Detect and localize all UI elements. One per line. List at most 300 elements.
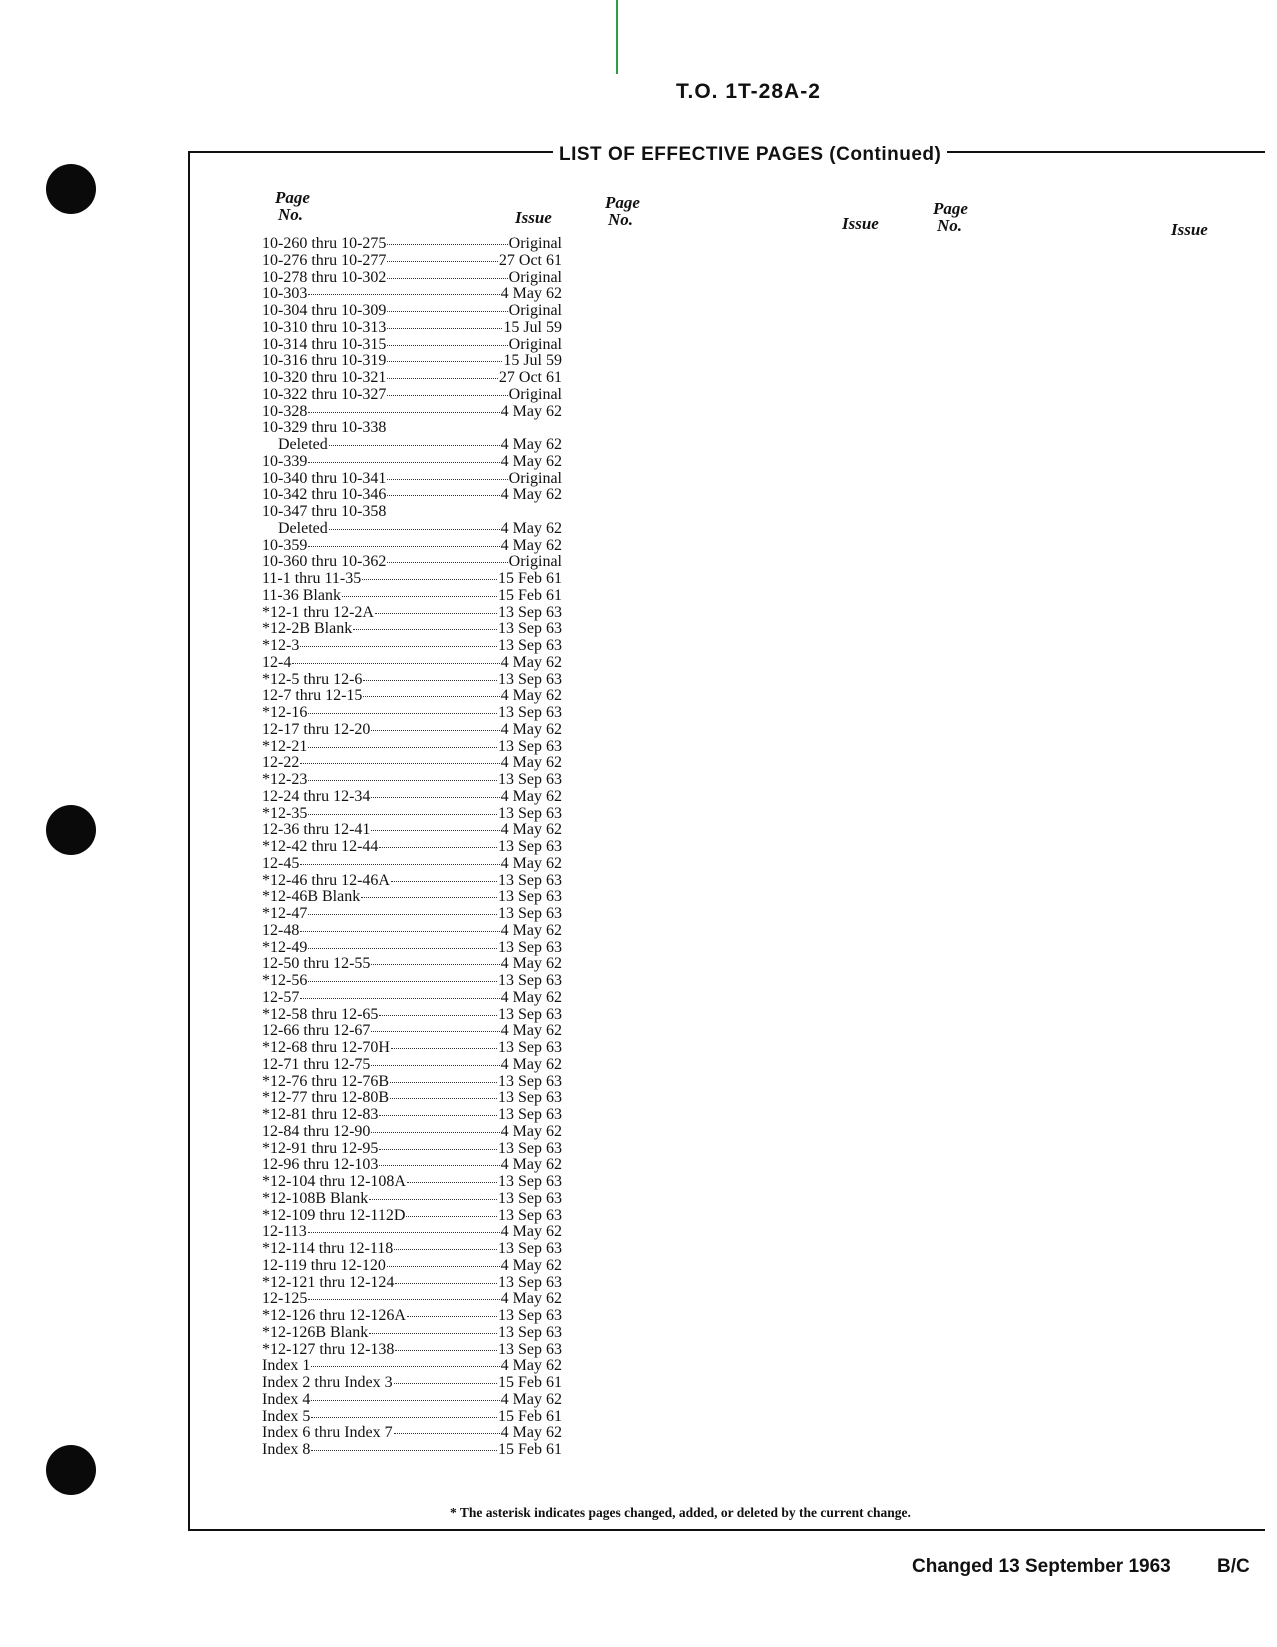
issue-cell: 4 May 62 bbox=[500, 519, 562, 537]
issue-cell: 13 Sep 63 bbox=[498, 938, 562, 956]
dot-leader bbox=[308, 948, 497, 949]
page-number-cell: Index 1 bbox=[262, 1357, 311, 1375]
page-number-cell: 10-347 thru 10-358 bbox=[262, 503, 387, 520]
dot-leader bbox=[375, 613, 497, 614]
page-number-cell: 12-71 thru 12-75 bbox=[262, 1055, 371, 1073]
issue-cell: 4 May 62 bbox=[500, 1424, 562, 1442]
page-number-cell: Index 4 bbox=[262, 1390, 311, 1408]
table-row bbox=[262, 873, 562, 890]
dot-leader bbox=[387, 1266, 500, 1267]
page-number-cell: Deleted bbox=[278, 519, 328, 537]
dot-leader bbox=[379, 1149, 497, 1150]
issue-cell: 4 May 62 bbox=[500, 436, 562, 453]
binder-hole-middle bbox=[46, 805, 96, 855]
dot-leader bbox=[300, 931, 499, 932]
dot-leader bbox=[311, 1400, 499, 1401]
dot-leader bbox=[361, 897, 497, 898]
page-number-cell: 12-48 bbox=[262, 921, 300, 939]
issue-cell: 4 May 62 bbox=[500, 536, 562, 554]
table-row bbox=[262, 286, 562, 303]
page-number-cell: *12-3 bbox=[262, 637, 300, 654]
table-row bbox=[262, 1007, 562, 1024]
issue-cell: 4 May 62 bbox=[500, 821, 562, 839]
issue-cell: 13 Sep 63 bbox=[498, 620, 562, 638]
dot-leader bbox=[387, 261, 497, 262]
page-number-cell: *12-42 thru 12-44 bbox=[262, 838, 379, 855]
page-number-cell: Deleted bbox=[278, 436, 328, 453]
dot-leader bbox=[387, 328, 502, 329]
dot-leader bbox=[407, 1316, 497, 1317]
dot-leader bbox=[329, 529, 500, 530]
dot-leader bbox=[311, 1417, 497, 1418]
page-number-cell: 10-304 thru 10-309 bbox=[262, 302, 387, 319]
issue-cell: 13 Sep 63 bbox=[498, 637, 562, 654]
table-row bbox=[262, 806, 562, 823]
col1-page-label: Page bbox=[275, 188, 310, 207]
issue-cell: 4 May 62 bbox=[500, 402, 562, 420]
asterisk-footnote: * The asterisk indicates pages changed, added, or deleted by the current change. bbox=[450, 1505, 911, 1520]
page-number-cell: *12-23 bbox=[262, 771, 308, 788]
page-number-cell: 12-17 thru 12-20 bbox=[262, 720, 371, 738]
table-row bbox=[262, 923, 562, 940]
page-number-cell: 10-314 thru 10-315 bbox=[262, 335, 387, 353]
issue-cell: Original bbox=[508, 553, 562, 571]
issue-cell: Original bbox=[508, 469, 562, 487]
page-number-cell: 12-50 thru 12-55 bbox=[262, 955, 371, 973]
dot-leader bbox=[371, 797, 499, 798]
dot-leader bbox=[300, 763, 499, 764]
issue-cell: 4 May 62 bbox=[500, 921, 562, 939]
table-row bbox=[262, 1107, 562, 1124]
table-row bbox=[262, 956, 562, 973]
page-number: B/C bbox=[1217, 1556, 1250, 1577]
issue-cell: 13 Sep 63 bbox=[498, 771, 562, 788]
page-number-cell: 12-22 bbox=[262, 754, 300, 772]
page-number-cell: 10-339 bbox=[262, 452, 308, 470]
issue-cell: 4 May 62 bbox=[500, 1256, 562, 1274]
dot-leader bbox=[342, 596, 497, 597]
table-row bbox=[262, 303, 562, 320]
dot-leader bbox=[369, 1199, 497, 1200]
dot-leader bbox=[292, 663, 499, 664]
dot-leader bbox=[308, 462, 499, 463]
table-row bbox=[262, 1090, 562, 1107]
table-row bbox=[262, 270, 562, 287]
table-row bbox=[262, 638, 562, 655]
dot-leader bbox=[394, 1383, 497, 1384]
issue-cell: 15 Jul 59 bbox=[503, 352, 562, 370]
table-row bbox=[262, 1224, 562, 1241]
dot-leader bbox=[390, 1098, 497, 1099]
dot-leader bbox=[308, 1299, 499, 1300]
page-number-cell: 10-322 thru 10-327 bbox=[262, 385, 387, 403]
dot-leader bbox=[353, 629, 497, 630]
issue-cell: 4 May 62 bbox=[500, 787, 562, 805]
page-number-cell: *12-35 bbox=[262, 804, 308, 822]
issue-cell: 13 Sep 63 bbox=[498, 1139, 562, 1157]
table-row bbox=[262, 839, 562, 856]
table-row bbox=[262, 973, 562, 990]
col1-issue-label: Issue bbox=[515, 208, 552, 227]
page-number-cell: 10-360 thru 10-362 bbox=[262, 553, 387, 571]
page-number-cell: Index 8 bbox=[262, 1441, 311, 1458]
table-row bbox=[262, 1342, 562, 1359]
table-row bbox=[262, 370, 562, 387]
page-number-cell: *12-126 thru 12-126A bbox=[262, 1307, 406, 1324]
table-row bbox=[262, 1241, 562, 1258]
dot-leader bbox=[395, 1283, 497, 1284]
page-number-cell: 12-84 thru 12-90 bbox=[262, 1122, 371, 1140]
table-row bbox=[262, 1023, 562, 1040]
table-row bbox=[262, 688, 562, 705]
dot-leader bbox=[371, 1031, 499, 1032]
issue-cell: 13 Sep 63 bbox=[498, 1323, 562, 1341]
issue-cell: 13 Sep 63 bbox=[498, 1005, 562, 1023]
page-number-cell: *12-1 thru 12-2A bbox=[262, 603, 374, 621]
table-row bbox=[262, 1275, 562, 1292]
dot-leader bbox=[308, 412, 499, 413]
change-date: Changed 13 September 1963 bbox=[912, 1556, 1171, 1577]
issue-cell: 13 Sep 63 bbox=[498, 1039, 562, 1056]
dot-leader bbox=[395, 1350, 497, 1351]
table-row bbox=[262, 755, 562, 772]
col2-page-label: Page bbox=[605, 193, 640, 212]
page-number-cell: Index 2 thru Index 3 bbox=[262, 1374, 393, 1391]
table-row bbox=[262, 789, 562, 806]
table-row bbox=[262, 990, 562, 1007]
issue-cell: 13 Sep 63 bbox=[498, 1089, 562, 1107]
page-number-cell: *12-5 thru 12-6 bbox=[262, 670, 363, 688]
issue-cell: Original bbox=[508, 268, 562, 286]
table-row bbox=[262, 320, 562, 337]
dot-leader bbox=[308, 546, 499, 547]
issue-cell: 27 Oct 61 bbox=[498, 369, 562, 386]
dot-leader bbox=[308, 294, 499, 295]
col1-no-label: No. bbox=[278, 205, 304, 224]
table-row bbox=[262, 1208, 562, 1225]
dot-leader bbox=[379, 847, 497, 848]
page-number-cell: 12-125 bbox=[262, 1290, 308, 1308]
issue-cell: 13 Sep 63 bbox=[498, 1240, 562, 1257]
table-row bbox=[262, 554, 562, 571]
page-number-cell: *12-108B Blank bbox=[262, 1189, 369, 1207]
table-row bbox=[262, 889, 562, 906]
issue-cell: 13 Sep 63 bbox=[498, 737, 562, 755]
issue-cell: 15 Feb 61 bbox=[498, 1374, 562, 1391]
dot-leader bbox=[391, 1048, 497, 1049]
page-number-cell: 12-45 bbox=[262, 854, 300, 872]
table-row bbox=[262, 1141, 562, 1158]
table-row bbox=[262, 1442, 562, 1459]
page-number-cell: *12-68 thru 12-70H bbox=[262, 1039, 390, 1056]
issue-cell: 13 Sep 63 bbox=[498, 603, 562, 621]
table-row bbox=[262, 471, 562, 488]
issue-cell: 13 Sep 63 bbox=[498, 1106, 562, 1123]
issue-cell: 15 Feb 61 bbox=[498, 1441, 562, 1458]
issue-cell: 15 Feb 61 bbox=[498, 1407, 562, 1425]
issue-cell: 13 Sep 63 bbox=[498, 1072, 562, 1090]
issue-cell: 4 May 62 bbox=[500, 486, 562, 504]
issue-cell: 4 May 62 bbox=[500, 720, 562, 738]
dot-leader bbox=[379, 1165, 499, 1166]
dot-leader bbox=[379, 1015, 497, 1016]
table-row bbox=[262, 236, 562, 253]
dot-leader bbox=[387, 244, 507, 245]
page-number-cell: 12-7 thru 12-15 bbox=[262, 687, 363, 705]
dot-leader bbox=[308, 914, 497, 915]
issue-cell: 13 Sep 63 bbox=[498, 1173, 562, 1190]
page-number-cell: *12-109 thru 12-112D bbox=[262, 1206, 406, 1224]
page-number-cell: 11-1 thru 11-35 bbox=[262, 570, 362, 587]
table-row bbox=[262, 672, 562, 689]
issue-cell: 4 May 62 bbox=[500, 687, 562, 705]
issue-cell: 13 Sep 63 bbox=[498, 972, 562, 989]
page-number-cell: 10-276 thru 10-277 bbox=[262, 251, 387, 269]
table-row bbox=[262, 1308, 562, 1325]
issue-cell: 4 May 62 bbox=[500, 1390, 562, 1408]
page-number-cell: *12-104 thru 12-108A bbox=[262, 1173, 406, 1190]
table-row bbox=[262, 1040, 562, 1057]
dot-leader bbox=[329, 445, 500, 446]
dot-leader bbox=[308, 814, 497, 815]
page-number-cell: *12-46B Blank bbox=[262, 888, 361, 906]
dot-leader bbox=[371, 830, 499, 831]
dot-leader bbox=[390, 1082, 497, 1083]
issue-cell: 13 Sep 63 bbox=[498, 871, 562, 889]
issue-cell: 4 May 62 bbox=[500, 452, 562, 470]
page-number-cell: *12-121 thru 12-124 bbox=[262, 1273, 395, 1291]
page-number-cell: 10-260 thru 10-275 bbox=[262, 235, 387, 252]
dot-leader bbox=[362, 579, 497, 580]
table-row bbox=[262, 722, 562, 739]
page-number-cell: *12-77 thru 12-80B bbox=[262, 1089, 390, 1107]
dot-leader bbox=[308, 747, 497, 748]
dot-leader bbox=[308, 780, 497, 781]
table-row bbox=[262, 1392, 562, 1409]
dot-leader bbox=[387, 311, 507, 312]
issue-cell: 13 Sep 63 bbox=[498, 838, 562, 855]
dot-leader bbox=[308, 1232, 500, 1233]
table-row bbox=[262, 856, 562, 873]
dot-leader bbox=[387, 479, 507, 480]
page-number-cell: 12-36 thru 12-41 bbox=[262, 821, 371, 839]
issue-cell: 4 May 62 bbox=[500, 1122, 562, 1140]
page-number-cell: 10-329 thru 10-338 bbox=[262, 419, 387, 437]
issue-cell: 4 May 62 bbox=[500, 1156, 562, 1174]
issue-cell: 4 May 62 bbox=[500, 988, 562, 1006]
page-number-cell: *12-76 thru 12-76B bbox=[262, 1072, 390, 1090]
table-row bbox=[262, 1191, 562, 1208]
page-number-cell: 12-113 bbox=[262, 1223, 307, 1241]
page-number-cell: 12-119 thru 12-120 bbox=[262, 1256, 386, 1274]
dot-leader bbox=[371, 730, 499, 731]
table-row bbox=[262, 454, 562, 471]
issue-cell: Original bbox=[508, 385, 562, 403]
dot-leader bbox=[387, 378, 497, 379]
page-number-cell: *12-81 thru 12-83 bbox=[262, 1106, 379, 1123]
issue-cell: Original bbox=[508, 302, 562, 319]
col3-page-label: Page bbox=[933, 199, 968, 218]
dot-leader bbox=[371, 1132, 499, 1133]
page-number-cell: *12-49 bbox=[262, 938, 308, 956]
table-row bbox=[262, 621, 562, 638]
issue-cell: 4 May 62 bbox=[500, 1223, 562, 1241]
table-row bbox=[262, 1124, 562, 1141]
binder-hole-bottom bbox=[46, 1445, 96, 1495]
page-number-cell: 10-359 bbox=[262, 536, 308, 554]
dot-leader bbox=[311, 1366, 499, 1367]
issue-cell: 13 Sep 63 bbox=[498, 1307, 562, 1324]
table-row bbox=[262, 353, 562, 370]
dot-leader bbox=[379, 1115, 497, 1116]
table-row bbox=[262, 504, 562, 521]
page-number-cell: *12-47 bbox=[262, 905, 308, 922]
page-number-cell: 10-342 thru 10-346 bbox=[262, 486, 387, 504]
table-row bbox=[262, 1074, 562, 1091]
dot-leader bbox=[391, 881, 497, 882]
dot-leader bbox=[387, 562, 507, 563]
issue-cell: 4 May 62 bbox=[500, 1055, 562, 1073]
table-row bbox=[262, 1258, 562, 1275]
issue-cell: 13 Sep 63 bbox=[498, 704, 562, 721]
table-row bbox=[262, 1291, 562, 1308]
dot-leader bbox=[387, 361, 502, 362]
table-row bbox=[262, 387, 562, 404]
issue-cell: Original bbox=[508, 335, 562, 353]
dot-leader bbox=[300, 864, 499, 865]
issue-cell: 4 May 62 bbox=[500, 653, 562, 671]
issue-cell: 4 May 62 bbox=[500, 1022, 562, 1040]
issue-cell: 4 May 62 bbox=[500, 754, 562, 772]
issue-cell: 27 Oct 61 bbox=[498, 251, 562, 269]
table-row bbox=[262, 822, 562, 839]
issue-cell: 4 May 62 bbox=[500, 955, 562, 973]
page-number-cell: *12-16 bbox=[262, 704, 308, 721]
table-row bbox=[262, 487, 562, 504]
table-row bbox=[262, 420, 562, 437]
page-number-cell: 10-340 thru 10-341 bbox=[262, 469, 387, 487]
page-title: LIST OF EFFECTIVE PAGES (Continued) bbox=[553, 144, 947, 166]
dot-leader bbox=[387, 495, 499, 496]
page-number-cell: 12-57 bbox=[262, 988, 300, 1006]
dot-leader bbox=[363, 696, 499, 697]
issue-cell: 13 Sep 63 bbox=[498, 1273, 562, 1291]
issue-cell: 13 Sep 63 bbox=[498, 1340, 562, 1358]
effective-pages-list bbox=[262, 236, 562, 1459]
page-number-cell: 12-4 bbox=[262, 653, 292, 671]
page-number-cell: 10-278 thru 10-302 bbox=[262, 268, 387, 286]
table-row bbox=[262, 1325, 562, 1342]
col2-issue-label: Issue bbox=[842, 214, 879, 233]
table-row bbox=[262, 772, 562, 789]
issue-cell: 4 May 62 bbox=[500, 1290, 562, 1308]
col3-issue-label: Issue bbox=[1171, 220, 1208, 239]
binder-hole-top bbox=[46, 164, 96, 214]
table-row bbox=[262, 1057, 562, 1074]
table-row bbox=[262, 1425, 562, 1442]
issue-cell: Original bbox=[508, 235, 562, 252]
table-row bbox=[262, 605, 562, 622]
edge-mark bbox=[616, 0, 618, 74]
page-number-cell: 10-316 thru 10-319 bbox=[262, 352, 387, 370]
issue-cell: 13 Sep 63 bbox=[498, 888, 562, 906]
page-number-cell: 11-36 Blank bbox=[262, 586, 341, 604]
dot-leader bbox=[363, 680, 497, 681]
table-row bbox=[262, 940, 562, 957]
col2-no-label: No. bbox=[608, 210, 634, 229]
dot-leader bbox=[300, 646, 497, 647]
dot-leader bbox=[369, 1333, 497, 1334]
page-number-cell: *12-91 thru 12-95 bbox=[262, 1139, 379, 1157]
issue-cell: 13 Sep 63 bbox=[498, 1189, 562, 1207]
table-row bbox=[262, 1409, 562, 1426]
dot-leader bbox=[371, 1065, 499, 1066]
dot-leader bbox=[300, 998, 499, 999]
issue-cell: 15 Jul 59 bbox=[503, 318, 562, 336]
table-row bbox=[262, 655, 562, 672]
issue-cell: 4 May 62 bbox=[500, 1357, 562, 1375]
table-row bbox=[262, 906, 562, 923]
page-number-cell: 10-310 thru 10-313 bbox=[262, 318, 387, 336]
table-row bbox=[262, 739, 562, 756]
table-row bbox=[262, 1174, 562, 1191]
dot-leader bbox=[394, 1433, 500, 1434]
dot-leader bbox=[308, 713, 497, 714]
dot-leader bbox=[394, 1249, 497, 1250]
page-number-cell: 12-66 thru 12-67 bbox=[262, 1022, 371, 1040]
issue-cell: 15 Feb 61 bbox=[498, 586, 562, 604]
table-row bbox=[262, 588, 562, 605]
page-number-cell: 10-328 bbox=[262, 402, 308, 420]
page-number-cell: 12-24 thru 12-34 bbox=[262, 787, 371, 805]
page-number-cell: Index 6 thru Index 7 bbox=[262, 1424, 393, 1442]
table-row bbox=[262, 253, 562, 270]
document-number: T.O. 1T-28A-2 bbox=[676, 80, 821, 103]
table-row bbox=[262, 705, 562, 722]
table-row bbox=[262, 1157, 562, 1174]
page-number-cell: Index 5 bbox=[262, 1407, 311, 1425]
issue-cell: 13 Sep 63 bbox=[498, 905, 562, 922]
page-number-cell: *12-114 thru 12-118 bbox=[262, 1240, 394, 1257]
table-row bbox=[262, 1375, 562, 1392]
page-number-cell: *12-21 bbox=[262, 737, 308, 755]
issue-cell: 15 Feb 61 bbox=[498, 570, 562, 587]
dot-leader bbox=[407, 1182, 497, 1183]
page-number-cell: *12-58 thru 12-65 bbox=[262, 1005, 379, 1023]
dot-leader bbox=[387, 395, 507, 396]
issue-cell: 13 Sep 63 bbox=[498, 670, 562, 688]
table-row bbox=[262, 571, 562, 588]
page-number-cell: *12-56 bbox=[262, 972, 308, 989]
table-row bbox=[262, 437, 562, 454]
dot-leader bbox=[371, 964, 499, 965]
issue-cell: 4 May 62 bbox=[500, 285, 562, 303]
dot-leader bbox=[387, 345, 507, 346]
dot-leader bbox=[311, 1450, 497, 1451]
table-row bbox=[262, 521, 562, 538]
page-number-cell: *12-2B Blank bbox=[262, 620, 353, 638]
dot-leader bbox=[406, 1216, 497, 1217]
page-number-cell: *12-126B Blank bbox=[262, 1323, 369, 1341]
page-number-cell: 12-96 thru 12-103 bbox=[262, 1156, 379, 1174]
dot-leader bbox=[387, 278, 507, 279]
issue-cell: 13 Sep 63 bbox=[498, 1206, 562, 1224]
table-row bbox=[262, 1358, 562, 1375]
page-number-cell: *12-127 thru 12-138 bbox=[262, 1340, 395, 1358]
page-number-cell: 10-320 thru 10-321 bbox=[262, 369, 387, 386]
col3-no-label: No. bbox=[937, 216, 963, 235]
page-number-cell: 10-303 bbox=[262, 285, 308, 303]
